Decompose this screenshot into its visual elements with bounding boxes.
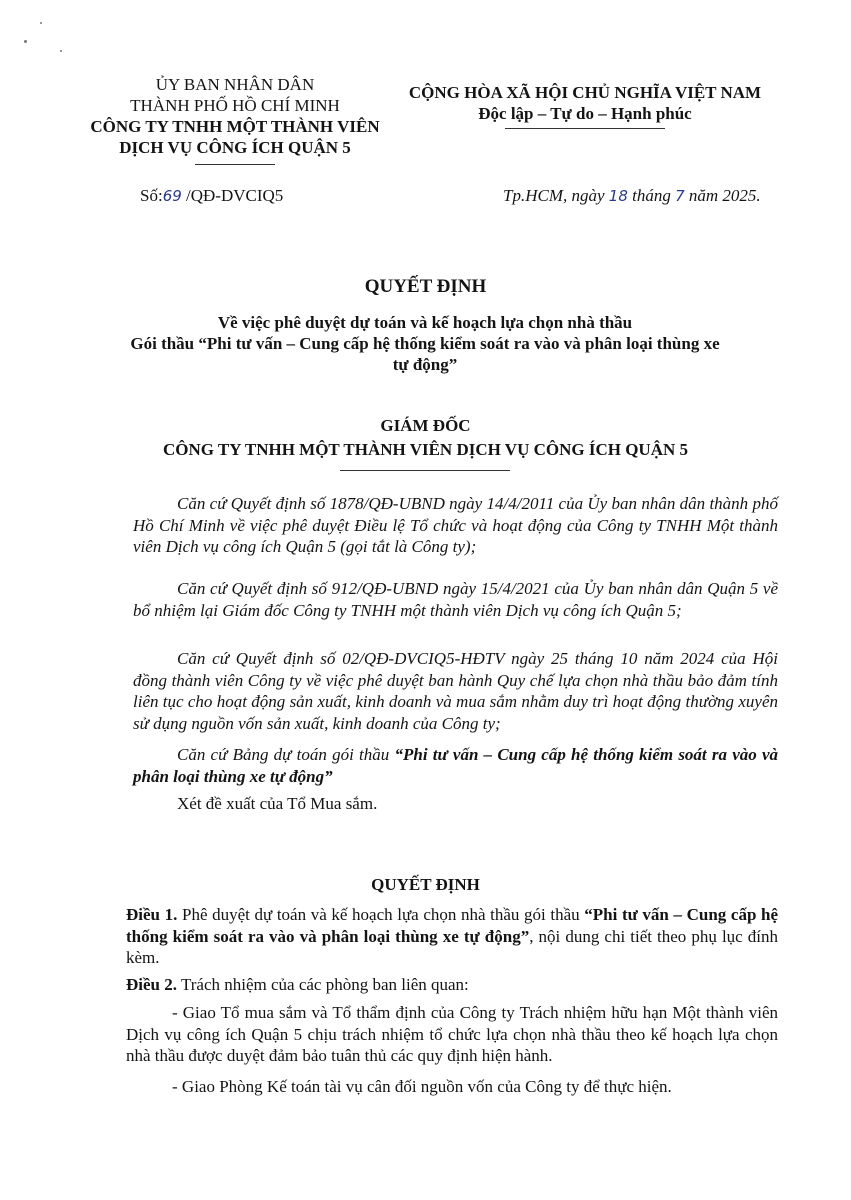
document-number-suffix: /QĐ-DVCIQ5 [186, 186, 284, 205]
basis-paragraph-5 [133, 793, 778, 815]
subject-line-3: tự động” [392, 355, 458, 374]
authority-title: GIÁM ĐỐC [380, 416, 471, 435]
article-2-item-2-text: - Giao Phòng Kế toán tài vụ cân đối nguồn vốn của Công ty để thực hiện. [172, 1077, 672, 1096]
scan-speck [24, 40, 27, 43]
date-text-3: năm 2025. [688, 186, 761, 205]
document-number-prefix: Số: [140, 186, 163, 205]
article-1-text: Phê duyệt dự toán và kế hoạch lựa chọn nhà thầu gói thầu [182, 905, 580, 924]
basis-text-2: Căn cứ Quyết định số 912/QĐ-UBND ngày 15/4/2021 của Ủy ban nhân dân Quận 5 về bổ nhiệm lại Giám đốc Công ty TNHH một thành viên Dịch vụ công ích Quận 5; [133, 579, 778, 620]
article-2 [126, 974, 778, 996]
date-text-1: Tp.HCM, ngày [503, 186, 605, 205]
date-text-2: tháng [632, 186, 671, 205]
subject-line-1: Về việc phê duyệt dự toán và kế hoạch lựa chọn nhà thầu [217, 313, 633, 332]
authority-company: CÔNG TY TNHH MỘT THÀNH VIÊN DỊCH VỤ CÔNG ÍCH QUẬN 5 [162, 440, 689, 459]
issuer-underline [195, 164, 275, 165]
issuer-company-line-2: DỊCH VỤ CÔNG ÍCH QUẬN 5 [119, 138, 351, 157]
document-date [503, 186, 761, 206]
issuer-line-1: ỦY BAN NHÂN DÂN [155, 75, 315, 94]
basis-text-3: Căn cứ Quyết định số 02/QĐ-DVCIQ5-HĐTV ngày 25 tháng 10 năm 2024 của Hội đồng thành viên Công ty về việc phê duyệt ban hành Quy chế lựa chọn nhà thầu bảo đảm tính liên tục cho hoạt động sản xuất, kinh doanh và mua sắm nhằm duy trì hoạt động thường xuyên sử dụng nguồn vốn sản xuất, kinh doanh của Công ty; [133, 649, 778, 733]
article-2-text: Trách nhiệm của các phòng ban liên quan: [180, 975, 469, 994]
basis-text-4: Căn cứ Bảng dự toán gói thầu [177, 745, 390, 764]
article-1-package: “Phi tư vấn – Cung cấp hệ thống kiểm soát ra vào và phân loại thùng xe tự động” [126, 905, 779, 946]
article-2-item-1 [126, 1002, 778, 1067]
proposal-text: Xét đề xuất của Tổ Mua sắm. [177, 794, 378, 813]
article-1-label: Điều 1. [126, 905, 178, 924]
document-number-handwritten: 69 [162, 187, 182, 205]
basis-paragraph-2 [133, 578, 778, 621]
issuer-block [85, 74, 385, 158]
article-2-label: Điều 2. [126, 975, 177, 994]
basis-paragraph-3 [133, 648, 778, 734]
national-motto: Độc lập – Tự do – Hạnh phúc [478, 104, 692, 123]
date-day-handwritten: 18 [608, 187, 628, 205]
basis-text-1: Căn cứ Quyết định số 1878/QĐ-UBND ngày 14/4/2011 của Ủy ban nhân dân thành phố Hồ Chí Minh về việc phê duyệt Điều lệ Tổ chức và hoạt động của Công ty TNHH Một thành viên Dịch vụ công ích Quận 5 (gọi tắt là Công ty); [133, 494, 778, 556]
article-2-item-2 [126, 1076, 778, 1098]
issuer-line-2: THÀNH PHỐ HỒ CHÍ MINH [130, 96, 340, 115]
document-title: QUYẾT ĐỊNH [364, 276, 487, 297]
date-month-handwritten: 7 [675, 187, 685, 205]
authority-underline [340, 470, 510, 471]
basis-paragraph-4 [133, 744, 778, 787]
decision-heading: QUYẾT ĐỊNH [371, 875, 480, 894]
article-2-item-1-text: - Giao Tổ mua sắm và Tổ thẩm định của Công ty Trách nhiệm hữu hạn Một thành viên Dịch vụ công ích Quận 5 chịu trách nhiệm tổ chức lựa chọn nhà thầu theo kế hoạch lựa chọn nhà thầu được duyệt đảm bảo tuân thủ các quy định hiện hành. [126, 1003, 778, 1065]
country-name: CỘNG HÒA XÃ HỘI CHỦ NGHĨA VIỆT NAM [408, 83, 762, 102]
subject-line-2: Gói thầu “Phi tư vấn – Cung cấp hệ thống kiểm soát ra vào và phân loại thùng xe [130, 334, 720, 353]
basis-text-4-bold: “Phi tư vấn – Cung cấp hệ thống kiểm soát ra vào và phân loại thùng xe tự động” [133, 745, 779, 786]
national-motto-block [370, 82, 800, 124]
scan-speck [60, 50, 62, 52]
authority-block [0, 414, 851, 462]
basis-paragraph-1 [133, 493, 778, 558]
document-subject [110, 312, 740, 375]
scan-speck [40, 22, 42, 24]
issuer-company-line-1: CÔNG TY TNHH MỘT THÀNH VIÊN [90, 117, 380, 136]
document-number [140, 186, 283, 206]
article-1 [126, 904, 778, 969]
motto-underline [505, 128, 665, 129]
article-1-tail: , nội dung chi tiết theo phụ lục đính kèm. [126, 926, 779, 967]
